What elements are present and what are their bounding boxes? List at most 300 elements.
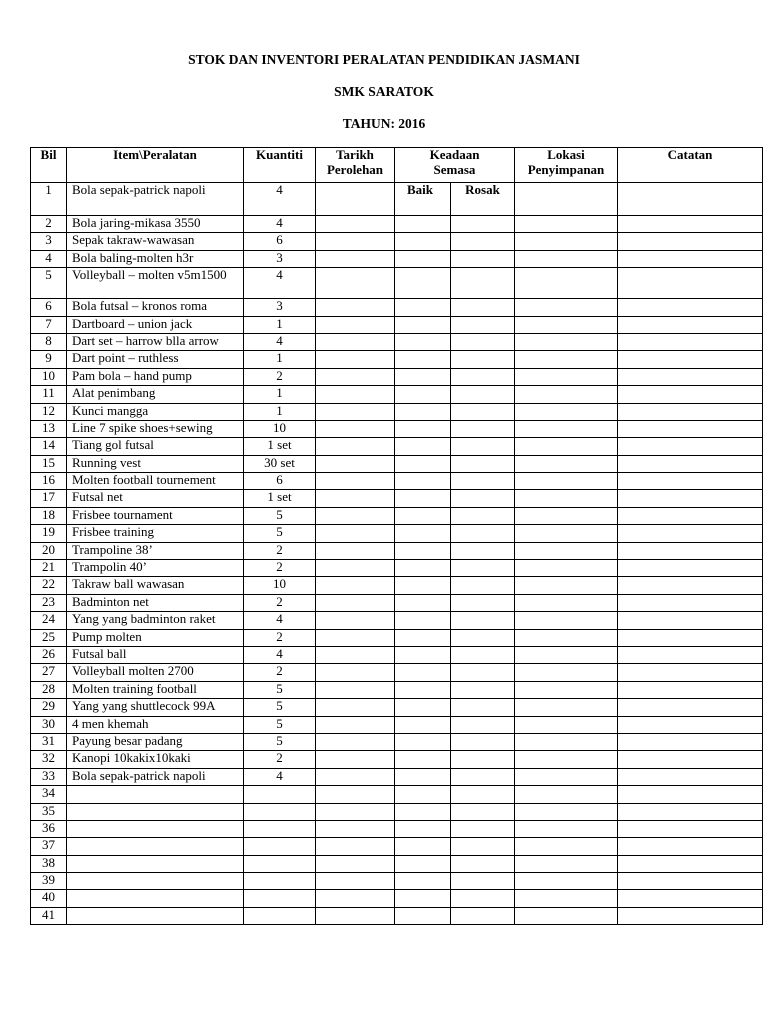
row-catatan — [618, 612, 763, 629]
row-quantity: 30 set — [244, 455, 316, 472]
row-rosak — [451, 351, 515, 368]
row-baik — [395, 507, 451, 524]
row-number: 17 — [31, 490, 67, 507]
table-row — [31, 216, 763, 233]
row-baik — [395, 216, 451, 233]
row-item: Frisbee training — [67, 525, 244, 542]
row-item: Molten training football — [67, 681, 244, 698]
row-tarikh — [316, 420, 395, 437]
row-number: 9 — [31, 351, 67, 368]
table-row — [31, 577, 763, 594]
row-number: 23 — [31, 594, 67, 611]
row-tarikh — [316, 786, 395, 803]
row-quantity: 1 set — [244, 490, 316, 507]
header-keadaan-line1: Keadaan — [429, 147, 480, 162]
table-row — [31, 455, 763, 472]
inventory-body — [31, 183, 763, 925]
row-number: 29 — [31, 699, 67, 716]
row-number: 18 — [31, 507, 67, 524]
row-lokasi — [515, 612, 618, 629]
row-tarikh — [316, 890, 395, 907]
row-item — [67, 890, 244, 907]
row-lokasi — [515, 664, 618, 681]
row-lokasi — [515, 733, 618, 750]
row-rosak — [451, 316, 515, 333]
row-rosak — [451, 216, 515, 233]
row-catatan — [618, 838, 763, 855]
table-row — [31, 299, 763, 316]
row-tarikh — [316, 216, 395, 233]
row-tarikh — [316, 646, 395, 663]
row-lokasi — [515, 183, 618, 216]
row-rosak — [451, 890, 515, 907]
row-tarikh — [316, 803, 395, 820]
row-baik — [395, 646, 451, 663]
row-tarikh — [316, 699, 395, 716]
row-item: Futsal ball — [67, 646, 244, 663]
table-row — [31, 386, 763, 403]
table-row — [31, 183, 763, 216]
row-lokasi — [515, 820, 618, 837]
row-quantity — [244, 890, 316, 907]
row-rosak — [451, 873, 515, 890]
table-row — [31, 420, 763, 437]
row-catatan — [618, 768, 763, 785]
row-lokasi — [515, 386, 618, 403]
row-number: 15 — [31, 455, 67, 472]
row-quantity: 4 — [244, 768, 316, 785]
table-row — [31, 751, 763, 768]
row-catatan — [618, 216, 763, 233]
row-quantity: 1 — [244, 386, 316, 403]
row-catatan — [618, 873, 763, 890]
row-item: Dart point – ruthless — [67, 351, 244, 368]
row-number: 25 — [31, 629, 67, 646]
row-catatan — [618, 368, 763, 385]
row-item: Takraw ball wawasan — [67, 577, 244, 594]
row-tarikh — [316, 455, 395, 472]
row-item: Payung besar padang — [67, 733, 244, 750]
row-tarikh — [316, 299, 395, 316]
row-rosak — [451, 838, 515, 855]
row-item: Volleyball – molten v5m1500 — [67, 268, 244, 299]
row-quantity: 1 — [244, 351, 316, 368]
row-number: 2 — [31, 216, 67, 233]
row-item — [67, 855, 244, 872]
row-tarikh — [316, 473, 395, 490]
row-catatan — [618, 455, 763, 472]
row-tarikh — [316, 612, 395, 629]
row-rosak — [451, 490, 515, 507]
row-number: 16 — [31, 473, 67, 490]
row-tarikh — [316, 768, 395, 785]
row-number: 12 — [31, 403, 67, 420]
row-lokasi — [515, 838, 618, 855]
row-quantity: 4 — [244, 183, 316, 216]
row-baik — [395, 438, 451, 455]
row-item: Yang yang badminton raket — [67, 612, 244, 629]
row-tarikh — [316, 333, 395, 350]
row-rosak — [451, 716, 515, 733]
table-row — [31, 890, 763, 907]
header-bil: Bil — [31, 148, 67, 183]
header-kuantiti: Kuantiti — [244, 148, 316, 183]
row-lokasi — [515, 907, 618, 924]
row-lokasi — [515, 299, 618, 316]
header-catatan: Catatan — [618, 148, 763, 183]
row-catatan — [618, 351, 763, 368]
table-row — [31, 250, 763, 267]
row-rosak — [451, 699, 515, 716]
row-quantity: 6 — [244, 233, 316, 250]
row-tarikh — [316, 560, 395, 577]
row-catatan — [618, 233, 763, 250]
row-tarikh — [316, 855, 395, 872]
row-number: 6 — [31, 299, 67, 316]
row-quantity: 2 — [244, 542, 316, 559]
document-title: STOK DAN INVENTORI PERALATAN PENDIDIKAN JASMANI — [188, 52, 580, 67]
row-baik — [395, 473, 451, 490]
row-baik — [395, 455, 451, 472]
row-number: 20 — [31, 542, 67, 559]
table-row — [31, 612, 763, 629]
row-lokasi — [515, 855, 618, 872]
row-catatan — [618, 438, 763, 455]
row-catatan — [618, 681, 763, 698]
header-tarikh-line2: Perolehan — [326, 161, 384, 177]
row-baik — [395, 333, 451, 350]
row-catatan — [618, 490, 763, 507]
row-rosak — [451, 455, 515, 472]
row-tarikh — [316, 751, 395, 768]
row-catatan — [618, 560, 763, 577]
row-number: 24 — [31, 612, 67, 629]
row-number: 37 — [31, 838, 67, 855]
row-quantity: 1 — [244, 316, 316, 333]
table-row — [31, 490, 763, 507]
row-baik — [395, 838, 451, 855]
row-rosak — [451, 333, 515, 350]
row-tarikh — [316, 716, 395, 733]
table-row — [31, 768, 763, 785]
row-lokasi — [515, 216, 618, 233]
row-item: Bola baling-molten h3r — [67, 250, 244, 267]
header-tarikh-line1: Tarikh — [336, 147, 374, 162]
row-quantity: 2 — [244, 560, 316, 577]
table-row — [31, 629, 763, 646]
row-tarikh — [316, 873, 395, 890]
row-rosak — [451, 386, 515, 403]
row-baik — [395, 664, 451, 681]
row-item: Kunci mangga — [67, 403, 244, 420]
row-item: Yang yang shuttlecock 99A — [67, 699, 244, 716]
row-number: 41 — [31, 907, 67, 924]
row-number: 39 — [31, 873, 67, 890]
school-name: SMK SARATOK — [334, 84, 434, 99]
row-baik — [395, 733, 451, 750]
row-number: 21 — [31, 560, 67, 577]
row-lokasi — [515, 646, 618, 663]
header-lokasi-line2: Penyimpanan — [527, 161, 605, 177]
row-quantity: 4 — [244, 612, 316, 629]
table-row — [31, 438, 763, 455]
row-rosak — [451, 646, 515, 663]
header-lokasi-line1: Lokasi — [547, 147, 585, 162]
row-tarikh — [316, 438, 395, 455]
row-catatan — [618, 333, 763, 350]
row-baik — [395, 612, 451, 629]
row-catatan — [618, 420, 763, 437]
row-quantity: 2 — [244, 629, 316, 646]
row-item: Line 7 spike shoes+sewing — [67, 420, 244, 437]
row-tarikh — [316, 507, 395, 524]
row-tarikh — [316, 664, 395, 681]
row-lokasi — [515, 681, 618, 698]
row-rosak — [451, 768, 515, 785]
row-quantity — [244, 786, 316, 803]
row-rosak — [451, 250, 515, 267]
row-lokasi — [515, 438, 618, 455]
row-quantity: 10 — [244, 577, 316, 594]
row-rosak — [451, 629, 515, 646]
row-item: Alat penimbang — [67, 386, 244, 403]
table-row — [31, 368, 763, 385]
table-row — [31, 873, 763, 890]
row-quantity: 5 — [244, 733, 316, 750]
table-row — [31, 233, 763, 250]
row-rosak — [451, 525, 515, 542]
row-catatan — [618, 542, 763, 559]
row-quantity: 5 — [244, 699, 316, 716]
row-lokasi — [515, 890, 618, 907]
row-baik — [395, 577, 451, 594]
table-row — [31, 838, 763, 855]
row-rosak — [451, 577, 515, 594]
row-catatan — [618, 890, 763, 907]
subheader-baik: Baik — [395, 183, 451, 216]
row-rosak — [451, 786, 515, 803]
row-lokasi — [515, 751, 618, 768]
row-number: 1 — [31, 183, 67, 216]
row-quantity: 2 — [244, 664, 316, 681]
row-item — [67, 803, 244, 820]
row-lokasi — [515, 268, 618, 299]
row-lokasi — [515, 716, 618, 733]
row-rosak — [451, 612, 515, 629]
row-rosak — [451, 542, 515, 559]
table-row — [31, 733, 763, 750]
row-lokasi — [515, 594, 618, 611]
row-catatan — [618, 664, 763, 681]
row-rosak — [451, 855, 515, 872]
row-catatan — [618, 907, 763, 924]
row-rosak — [451, 820, 515, 837]
row-lokasi — [515, 233, 618, 250]
row-catatan — [618, 629, 763, 646]
row-baik — [395, 351, 451, 368]
row-item: Trampoline 38’ — [67, 542, 244, 559]
row-lokasi — [515, 368, 618, 385]
row-number: 14 — [31, 438, 67, 455]
row-quantity: 5 — [244, 681, 316, 698]
row-catatan — [618, 820, 763, 837]
table-row — [31, 664, 763, 681]
row-tarikh — [316, 820, 395, 837]
row-number: 13 — [31, 420, 67, 437]
row-item: Kanopi 10kakix10kaki — [67, 751, 244, 768]
row-number: 19 — [31, 525, 67, 542]
row-item: Bola sepak-patrick napoli — [67, 183, 244, 216]
row-item: Pam bola – hand pump — [67, 368, 244, 385]
row-item: Badminton net — [67, 594, 244, 611]
row-item: Bola jaring-mikasa 3550 — [67, 216, 244, 233]
row-item: Bola sepak-patrick napoli — [67, 768, 244, 785]
row-lokasi — [515, 403, 618, 420]
row-catatan — [618, 577, 763, 594]
table-row — [31, 333, 763, 350]
row-quantity: 4 — [244, 268, 316, 299]
row-baik — [395, 786, 451, 803]
row-lokasi — [515, 803, 618, 820]
row-number: 38 — [31, 855, 67, 872]
row-tarikh — [316, 368, 395, 385]
row-number: 22 — [31, 577, 67, 594]
table-row — [31, 560, 763, 577]
table-row — [31, 473, 763, 490]
header-keadaan-line2: Semasa — [433, 161, 476, 177]
row-baik — [395, 420, 451, 437]
table-row — [31, 907, 763, 924]
row-item — [67, 838, 244, 855]
row-item: Frisbee tournament — [67, 507, 244, 524]
row-catatan — [618, 733, 763, 750]
row-item: Tiang gol futsal — [67, 438, 244, 455]
header-tarikh-perolehan — [316, 148, 395, 183]
row-quantity: 2 — [244, 368, 316, 385]
row-baik — [395, 386, 451, 403]
row-rosak — [451, 664, 515, 681]
row-baik — [395, 525, 451, 542]
row-item: Futsal net — [67, 490, 244, 507]
row-tarikh — [316, 183, 395, 216]
row-item: Sepak takraw-wawasan — [67, 233, 244, 250]
row-quantity: 1 set — [244, 438, 316, 455]
row-quantity: 4 — [244, 646, 316, 663]
row-tarikh — [316, 490, 395, 507]
row-number: 3 — [31, 233, 67, 250]
row-baik — [395, 681, 451, 698]
table-row — [31, 681, 763, 698]
row-lokasi — [515, 577, 618, 594]
row-lokasi — [515, 507, 618, 524]
row-quantity: 6 — [244, 473, 316, 490]
row-item: Molten football tournement — [67, 473, 244, 490]
row-quantity: 5 — [244, 525, 316, 542]
row-tarikh — [316, 250, 395, 267]
row-rosak — [451, 751, 515, 768]
row-baik — [395, 403, 451, 420]
row-tarikh — [316, 268, 395, 299]
row-catatan — [618, 299, 763, 316]
row-lokasi — [515, 420, 618, 437]
row-quantity — [244, 838, 316, 855]
row-rosak — [451, 803, 515, 820]
table-header-row — [31, 148, 763, 183]
row-rosak — [451, 403, 515, 420]
row-catatan — [618, 250, 763, 267]
header-lokasi-penyimpanan — [515, 148, 618, 183]
row-baik — [395, 751, 451, 768]
table-row — [31, 403, 763, 420]
row-baik — [395, 299, 451, 316]
row-catatan — [618, 268, 763, 299]
row-baik — [395, 490, 451, 507]
row-item: Pump molten — [67, 629, 244, 646]
table-row — [31, 786, 763, 803]
row-number: 7 — [31, 316, 67, 333]
row-baik — [395, 716, 451, 733]
row-lokasi — [515, 786, 618, 803]
row-number: 32 — [31, 751, 67, 768]
row-baik — [395, 820, 451, 837]
row-catatan — [618, 507, 763, 524]
row-lokasi — [515, 455, 618, 472]
row-number: 4 — [31, 250, 67, 267]
row-catatan — [618, 183, 763, 216]
row-number: 35 — [31, 803, 67, 820]
row-catatan — [618, 473, 763, 490]
row-number: 34 — [31, 786, 67, 803]
row-rosak — [451, 368, 515, 385]
row-rosak — [451, 268, 515, 299]
row-tarikh — [316, 594, 395, 611]
row-tarikh — [316, 386, 395, 403]
row-rosak — [451, 233, 515, 250]
row-tarikh — [316, 316, 395, 333]
row-number: 40 — [31, 890, 67, 907]
row-tarikh — [316, 629, 395, 646]
row-quantity: 5 — [244, 716, 316, 733]
row-quantity — [244, 803, 316, 820]
row-tarikh — [316, 403, 395, 420]
row-rosak — [451, 907, 515, 924]
table-row — [31, 646, 763, 663]
table-row — [31, 525, 763, 542]
row-catatan — [618, 716, 763, 733]
row-number: 11 — [31, 386, 67, 403]
row-baik — [395, 560, 451, 577]
row-lokasi — [515, 873, 618, 890]
row-baik — [395, 768, 451, 785]
row-rosak — [451, 560, 515, 577]
row-item: 4 men khemah — [67, 716, 244, 733]
table-row — [31, 268, 763, 299]
row-tarikh — [316, 577, 395, 594]
row-rosak — [451, 594, 515, 611]
row-baik — [395, 316, 451, 333]
row-baik — [395, 250, 451, 267]
row-quantity — [244, 873, 316, 890]
row-catatan — [618, 525, 763, 542]
row-item — [67, 820, 244, 837]
row-baik — [395, 855, 451, 872]
table-row — [31, 716, 763, 733]
row-catatan — [618, 699, 763, 716]
row-baik — [395, 368, 451, 385]
table-row — [31, 820, 763, 837]
row-quantity: 3 — [244, 250, 316, 267]
row-lokasi — [515, 490, 618, 507]
